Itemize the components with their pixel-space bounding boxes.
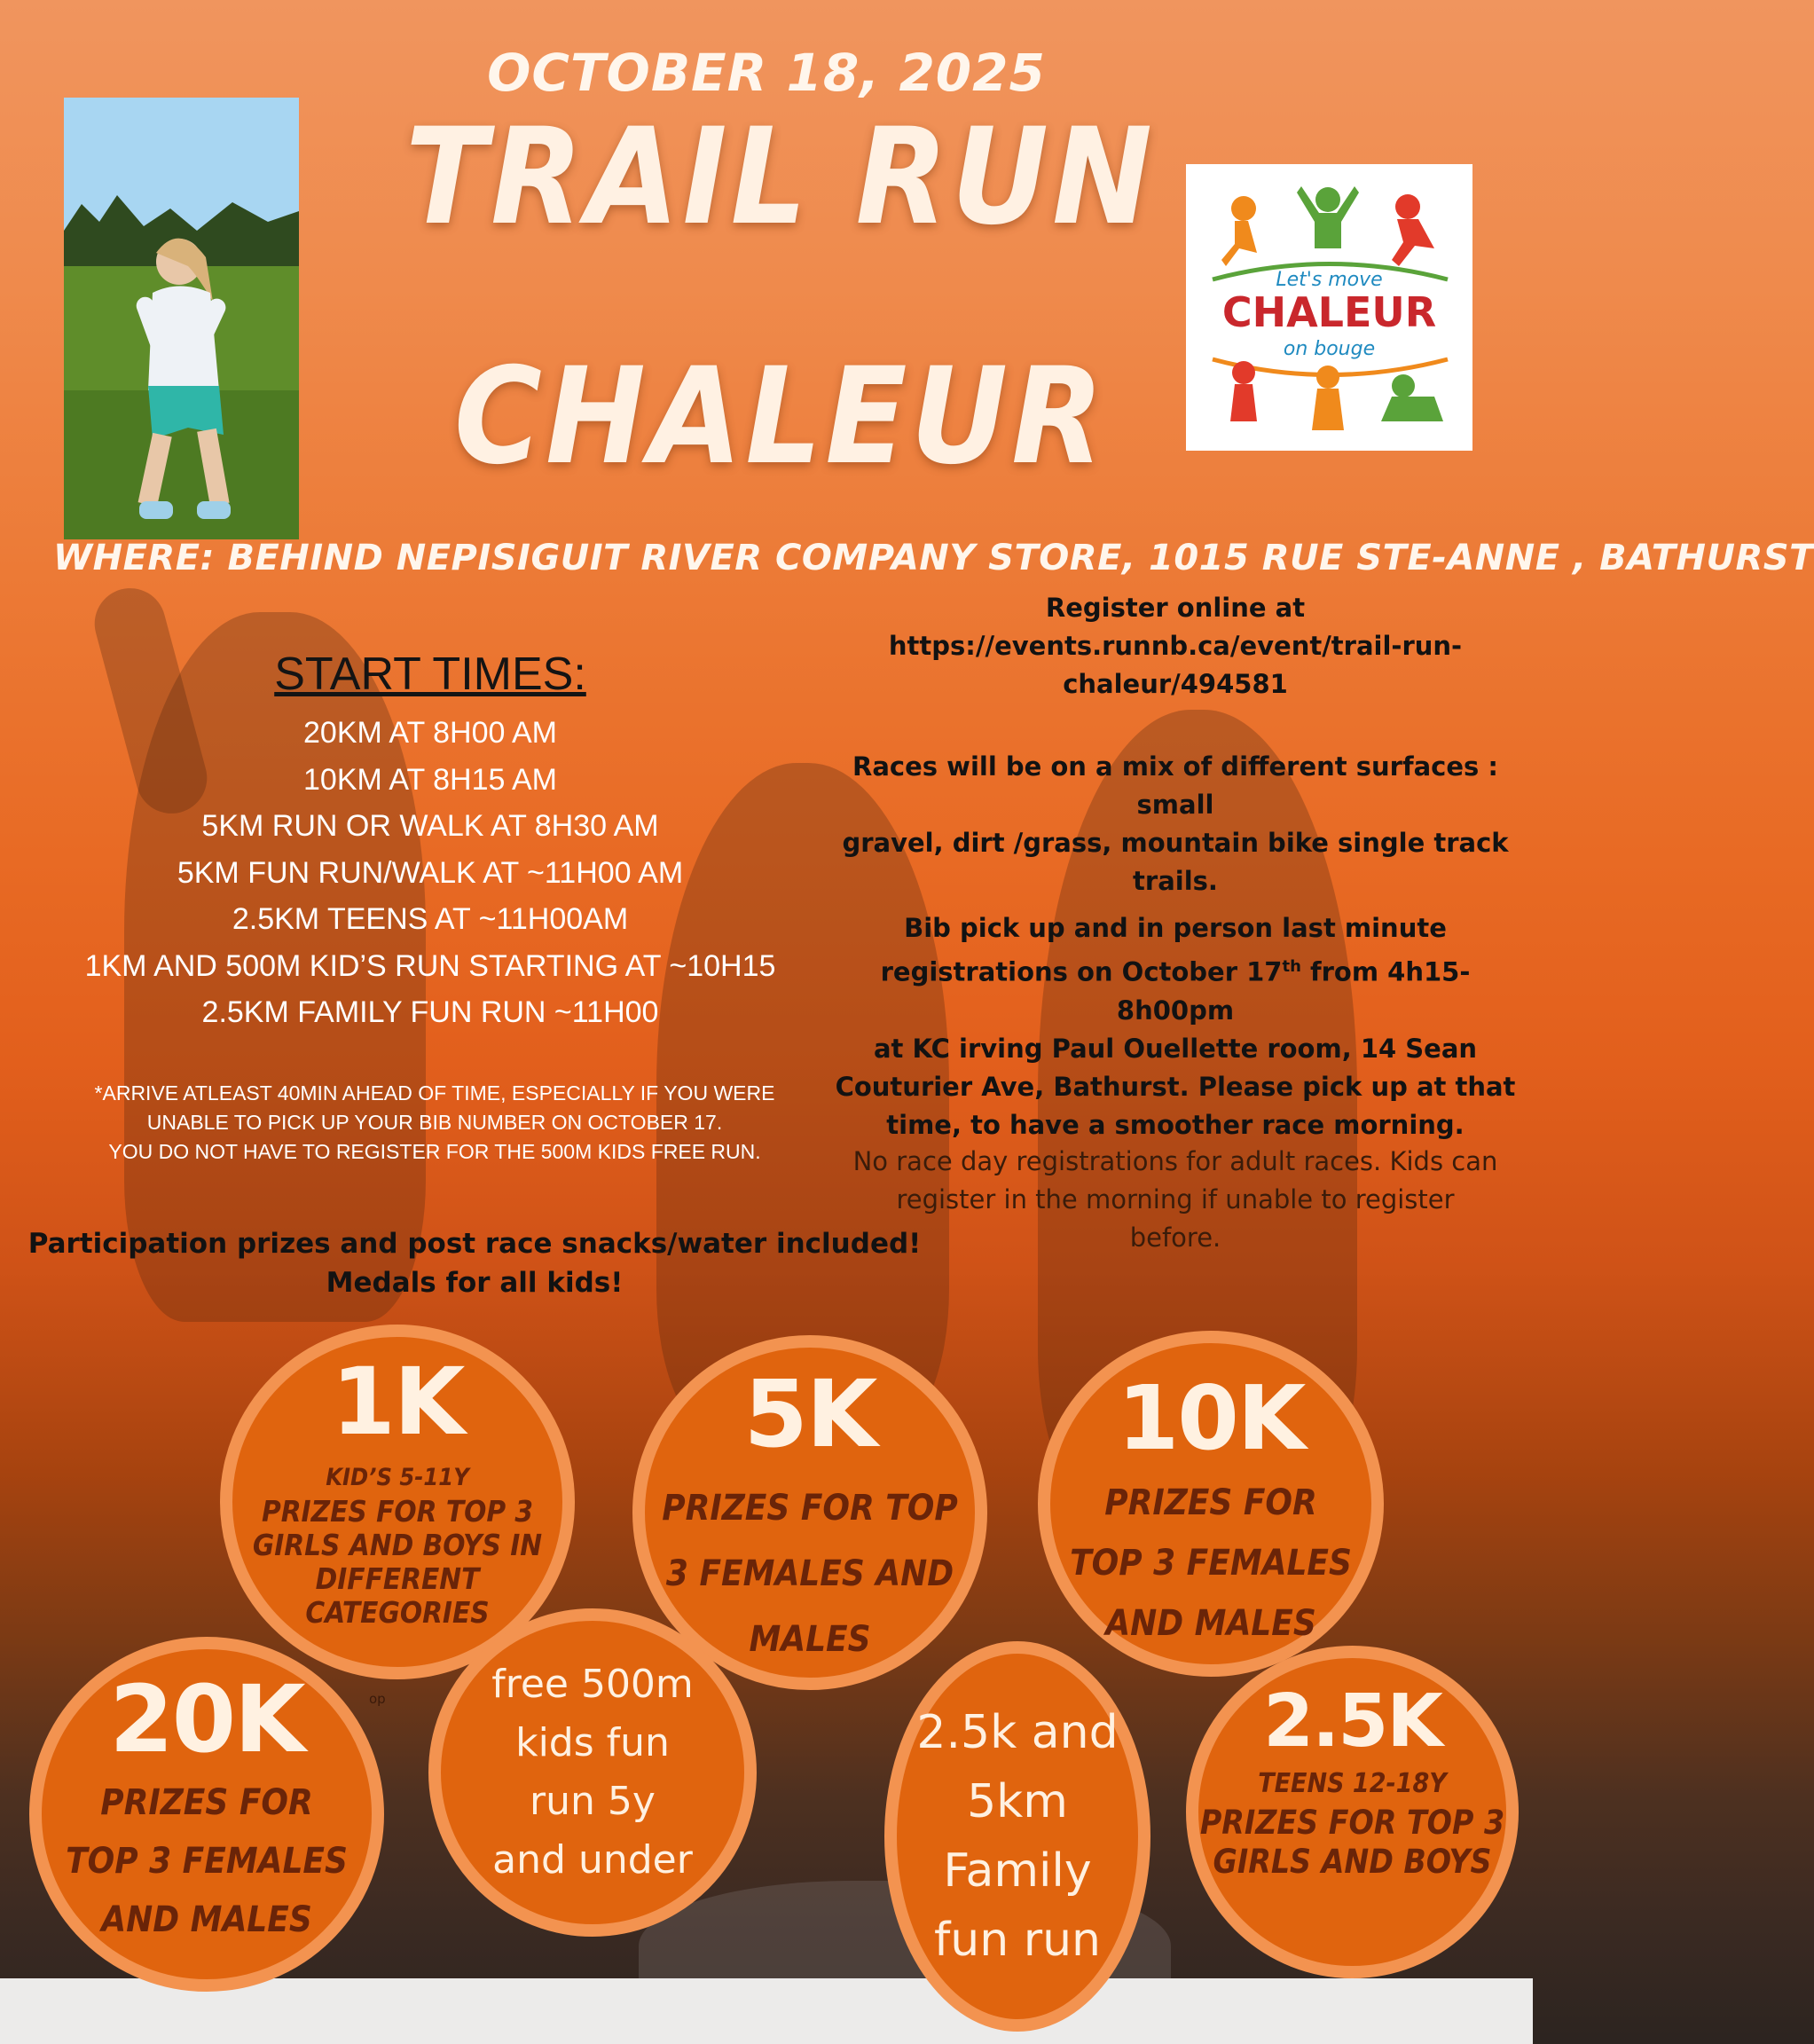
race-desc-line: fun run — [933, 1914, 1102, 1967]
bib-line: Couturier Ave, Bathurst. Please pick up at that — [835, 1071, 1516, 1102]
bib-pickup-info — [829, 909, 1521, 1144]
event-title-line1: TRAIL RUN — [405, 100, 1156, 255]
bib-date-text: registrations on October 17 — [880, 956, 1283, 987]
bib-date-suffix: th — [1282, 957, 1301, 976]
race-desc-line: TOP 3 FEMALES — [66, 1841, 348, 1882]
race-desc-line: TOP 3 FEMALES — [1070, 1543, 1352, 1584]
race-desc-line: free 500m — [491, 1662, 694, 1707]
race-distance-1k: 1K — [331, 1348, 464, 1456]
race-desc-line: GIRLS AND BOYS — [1213, 1843, 1492, 1881]
race-day-line: register in the morning if unable to register — [896, 1184, 1455, 1215]
arrival-note-line: *ARRIVE ATLEAST 40MIN AHEAD OF TIME, ESPECIALLY IF YOU WERE — [94, 1081, 775, 1105]
event-title-line2: CHALEUR — [453, 340, 1108, 494]
start-times-heading: START TIMES: — [274, 649, 586, 700]
register-link[interactable]: https://events.runnb.ca/event/trail-run- — [888, 631, 1463, 661]
bib-line-date — [829, 947, 1521, 1030]
register-label: Register online at — [1045, 593, 1306, 623]
race-desc-line: 5km — [967, 1775, 1068, 1828]
register-link-cont[interactable]: chaleur/494581 — [1063, 669, 1288, 699]
surfaces-line: trails. — [1133, 866, 1218, 896]
race-desc-line: run 5y — [530, 1779, 656, 1824]
race-desc-line: PRIZES FOR — [1104, 1482, 1317, 1523]
logo-text-main: CHALEUR — [1221, 288, 1437, 336]
start-time-item: 2.5KM TEENS AT ~11H00AM — [232, 902, 629, 936]
race-day-line: No race day registrations for adult races. Kids can — [852, 1146, 1498, 1176]
surfaces-line: gravel, dirt /grass, mountain bike single track — [842, 828, 1509, 858]
start-time-item: 2.5KM FAMILY FUN RUN ~11H00 — [201, 995, 659, 1029]
race-desc-line: TEENS 12-18Y — [1258, 1768, 1447, 1799]
race-circle-10k — [1038, 1331, 1384, 1677]
start-time-item: 5KM FUN RUN/WALK AT ~11H00 AM — [177, 855, 684, 890]
bib-line: at KC irving Paul Ouellette room, 14 Sean — [873, 1033, 1478, 1064]
race-desc-family — [916, 1698, 1118, 1975]
race-distance-5k: 5K — [743, 1360, 876, 1468]
race-circle-20k — [29, 1637, 384, 1992]
race-desc-line: Family — [943, 1844, 1092, 1898]
surfaces-info — [829, 748, 1521, 900]
event-date: OCTOBER 18, 2025 — [487, 43, 1046, 103]
start-time-item: 1KM AND 500M KID’S RUN STARTING AT ~10H15 — [84, 948, 776, 983]
race-desc-20k — [66, 1773, 348, 1949]
race-desc-5k — [662, 1475, 958, 1672]
race-circle-family — [884, 1641, 1150, 2032]
race-desc-1k — [253, 1461, 542, 1630]
runner-photo — [64, 98, 299, 539]
event-location: WHERE: BEHIND NEPISIGUIT RIVER COMPANY STORE, 1015 RUE STE-ANNE , BATHURST — [53, 538, 1814, 578]
lets-move-chaleur-logo — [1186, 164, 1472, 451]
race-desc-line: and under — [492, 1837, 693, 1883]
start-time-item: 5KM RUN OR WALK AT 8H30 AM — [201, 809, 659, 843]
race-desc-line: PRIZES FOR — [100, 1782, 313, 1823]
logo-text-bottom: on bouge — [1283, 338, 1376, 360]
start-time-item: 20KM AT 8H00 AM — [303, 716, 557, 750]
bib-line: time, to have a smoother race morning. — [886, 1109, 1465, 1140]
start-times-list — [27, 710, 834, 1036]
race-desc-500m — [491, 1655, 694, 1890]
race-desc-line: 3 FEMALES AND — [665, 1553, 954, 1594]
race-distance-10k: 10K — [1117, 1366, 1305, 1470]
surfaces-line: Races will be on a mix of different surfaces : small — [852, 751, 1498, 820]
race-desc-line: kids fun — [515, 1720, 670, 1765]
race-distance-20k: 20K — [109, 1665, 304, 1773]
start-time-item: 10KM AT 8H15 AM — [303, 762, 557, 797]
race-desc-line: AND MALES — [1105, 1603, 1316, 1644]
arrival-note-line: UNABLE TO PICK UP YOUR BIB NUMBER ON OCTOBER 17. — [146, 1111, 723, 1134]
girl-running-image — [64, 98, 299, 539]
race-circle-500m — [428, 1608, 757, 1937]
stray-text: op — [369, 1691, 386, 1707]
bib-time-text: from 4h15-8h00pm — [1116, 956, 1471, 1026]
race-day-line: before. — [1129, 1222, 1221, 1253]
race-distance-2-5k: 2.5K — [1263, 1679, 1441, 1764]
participation-prizes-line: Participation prizes and post race snacks/water included! — [27, 1228, 922, 1260]
race-desc-line: AND MALES — [101, 1899, 312, 1940]
race-desc-line: DIFFERENT — [315, 1561, 480, 1596]
arrival-note — [18, 1079, 852, 1167]
race-desc-10k — [1070, 1473, 1352, 1654]
arrival-note-line: YOU DO NOT HAVE TO REGISTER FOR THE 500M KIDS FREE RUN. — [108, 1140, 761, 1163]
logo-text-top: Let's move — [1276, 269, 1383, 291]
registration-info — [829, 589, 1521, 704]
race-desc-line: CATEGORIES — [305, 1595, 490, 1630]
participation-prizes — [18, 1224, 931, 1302]
race-day-registration-info — [829, 1143, 1521, 1257]
race-desc-line: MALES — [749, 1619, 871, 1660]
race-desc-line: 2.5k and — [916, 1706, 1119, 1759]
race-desc-line: PRIZES FOR TOP 3 — [1199, 1804, 1505, 1842]
race-desc-line: GIRLS AND BOYS IN — [252, 1528, 543, 1562]
race-desc-line: KID’S 5-11Y — [326, 1464, 469, 1491]
race-circle-2-5k — [1186, 1646, 1519, 1978]
race-desc-line: PRIZES FOR TOP 3 — [261, 1494, 534, 1529]
race-desc-line: PRIZES FOR TOP — [662, 1488, 958, 1529]
bib-line: Bib pick up and in person last minute — [904, 913, 1447, 943]
participation-medals-line: Medals for all kids! — [326, 1267, 624, 1299]
race-desc-2-5k — [1200, 1765, 1504, 1882]
